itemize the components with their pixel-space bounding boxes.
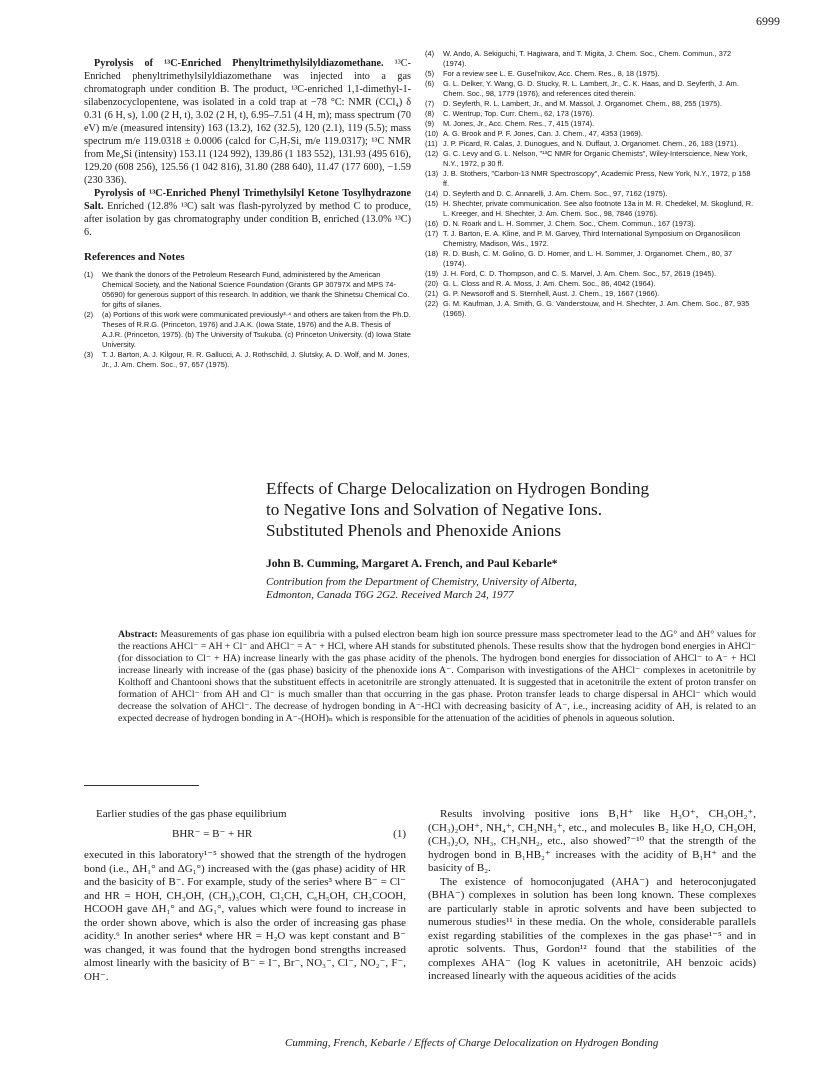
author-list: John B. Cumming, Margaret A. French, and Paul Kebarle* [266,558,558,570]
reference-item [425,69,755,79]
reference-item [84,270,411,310]
reference-number: (15) [425,199,439,208]
reference-text: M. Jones, Jr., Acc. Chem. Res., 7, 415 (1974). [443,119,595,128]
reference-number: (19) [425,269,439,278]
affiliation [266,576,577,602]
reference-text: J. H. Ford, C. D. Thompson, and C. S. Marvel, J. Am. Chem. Soc., 57, 2619 (1945). [443,269,717,278]
reference-text: G. M. Kaufman, J. A. Smith, G. G. Vanderstouw, and H. Shechter, J. Am. Chem. Soc., 87, 935 (1965). [443,299,750,318]
reference-text: R. D. Bush, C. M. Golino, G. D. Homer, and L. H. Sommer, J. Organomet. Chem., 80, 37 (1974). [443,249,733,268]
reference-text: G. L. Delker, Y. Wang, G. D. Stucky, R. L. Lambert, Jr., C. K. Haas, and D. Seyferth, J. Am. Chem. Soc., 98, 1779 (1976), and references cited therein. [443,79,739,98]
pyrolysis-paragraph-1 [84,57,411,187]
reference-item [425,299,755,319]
reference-text: We thank the donors of the Petroleum Research Fund, administered by the American Chemical Society, and the National Science Foundation (Grants GP 30797X and MPS 74-05690) for generous support of this research. In addition, we thank the Shinetsu Chemical Co. for gifts of silanes. [102,270,410,309]
reference-text: D. Seyferth, R. L. Lambert, Jr., and M. Massol, J. Organomet. Chem., 88, 255 (1975). [443,99,722,108]
reference-item [425,199,755,219]
reference-text: C. Wentrup, Top. Curr. Chem., 62, 173 (1976). [443,109,595,118]
reference-item [425,49,755,69]
title-line: Substituted Phenols and Phenoxide Anions [266,521,562,540]
body-paragraph: executed in this laboratory¹⁻⁵ showed that the strength of the hydrogen bond (i.e., ΔH₁° and ΔG₁°) increased with the (gas phase) acidity of HR and the basicity of B⁻. For example, study of the series³ where B⁻ = Cl⁻ and HR = HOH, CH₃OH, (CH₃)₃COH, Cl₃CH, C₆H₅OH, CH₃COOH, HCOOH gave ΔH₁° and ΔG₁°, values which were found to increase in the order shown above, which is also the order of increasing gas phase acidity.⁶ In another series⁴ where HR = H₂O was kept constant and B⁻ was changed, it was found that the hydrogen bond strengths increased almost linearly with the basicity of B⁻ = I⁻, Br⁻, NO₃⁻, Cl⁻, NO₂⁻, F⁻, OH⁻. [84,849,406,983]
reference-number: (9) [425,119,435,128]
reference-number: (21) [425,289,439,298]
reference-number: (4) [425,49,435,58]
reference-item [425,269,755,279]
reference-text: W. Ando, A. Sekiguchi, T. Hagiwara, and T. Migita, J. Chem. Soc., Chem. Commun., 372 (1974). [443,49,732,68]
abstract [118,629,756,725]
reference-text: D. N. Roark and L. H. Sommer, J. Chem. Soc., Chem. Commun., 167 (1973). [443,219,696,228]
reference-item [425,119,755,129]
reference-number: (10) [425,129,439,138]
running-footer: Cumming, French, Kebarle / Effects of Charge Delocalization on Hydrogen Bonding [285,1037,659,1049]
pyrolysis-paragraph-2 [84,187,411,239]
reference-item [425,169,755,189]
body-paragraph: Results involving positive ions B₁H⁺ like H₃O⁺, CH₃OH₂⁺, (CH₃)₂OH⁺, NH₄⁺, CH₃NH₃⁺, etc., and molecules B₂ like H₂O, CH₃OH, (CH₃)₂O, NH₃, CH₃NH₂, etc., also showed⁷⁻¹⁰ that the strength of the hydrogen bond in B₁HB₂⁺ increases with the acidity of B₁H⁺ and the basicity of B₂. [428,808,756,874]
affiliation-line: Contribution from the Department of Chemistry, University of Alberta, [266,576,578,588]
title-line: Effects of Charge Delocalization on Hydrogen Bonding [266,479,650,498]
reference-item [84,310,411,350]
reference-list-right [425,49,755,319]
reference-number: (6) [425,79,435,88]
reference-item [425,149,755,169]
reference-number: (3) [84,350,94,359]
reference-number: (11) [425,139,438,148]
body-intro: Earlier studies of the gas phase equilibrium [96,808,287,820]
abstract-text: Measurements of gas phase ion equilibria with a pulsed electron beam high ion source pressure mass spectrometer lead to the ΔG° and ΔH° values for the reactions AHCl⁻ = AH + Cl⁻ and AHCl⁻ = A⁻ + HCl, where AH stands for substituted phenols. These results show that the hydrogen bond energies in AHCl⁻ (for dissociation to Cl⁻ + HA) increase linearly with the gas phase acidity of the phenols. The hydrogen bond energies for dissociation of AHCl⁻ to A⁻ + HCl increase linearly with increase of the (gas phase) basicity of the phenoxide ions A⁻. Comparison with investigations of the AHCl⁻ complexes in acetonitrile by Kolthoff and Chantooni shows that the substituent effects in acetonitrile are strongly attenuated. It is suggested that in acetonitrile the extent of proton transfer on formation of AHCl⁻ from AH and Cl⁻ is much smaller than that occurring in the gas phase. Proton transfer leads to charge dispersal in AHCl⁻ which would decrease the solvation of AHCl⁻. The decrease of hydrogen bonding in A⁻-HCl with decreasing basicity of A⁻, i.e., increasing acidity of AH, is related to an expected decrease of hydrogen bonding in A⁻-(HOH)ₙ which is responsible for the attenuation of the acidities of phenols in aqueous solution. [118,629,757,724]
reference-list-left [84,270,411,370]
reference-item [425,219,755,229]
reference-text: J. B. Stothers, "Carbon-13 NMR Spectroscopy", Academic Press, New York, N.Y., 1972, p 158 ff. [443,169,751,188]
reference-item [425,229,755,249]
reference-text: G. L. Closs and R. A. Moss, J. Am. Chem. Soc., 86, 4042 (1964). [443,279,656,288]
paragraph-heading: Pyrolysis of ¹³C-Enriched Phenyl Trimethylsilyl Ketone Tosylhydrazone Salt. [84,188,411,212]
reference-number: (1) [84,270,94,279]
reference-number: (16) [425,219,439,228]
reference-number: (8) [425,109,435,118]
reference-item [425,109,755,119]
title-line: to Negative Ions and Solvation of Negative Ions. [266,500,603,519]
reference-text: D. Seyferth and D. C. Annarelli, J. Am. Chem. Soc., 97, 7162 (1975). [443,189,668,198]
reference-number: (13) [425,169,439,178]
reference-text: A. G. Brook and P. F. Jones, Can. J. Chem., 47, 4353 (1969). [443,129,643,138]
paragraph-heading: Pyrolysis of ¹³C-Enriched Phenyltrimethylsilyldiazomethane. [94,58,384,69]
body-column-left [84,808,406,984]
reference-text: H. Shechter, private communication. See also footnote 13a in M. R. Chedekel, M. Skoglund, R. L. Kreeger, and H. Shechter, J. Am. Chem. Soc., 98, 7846 (1976). [443,199,754,218]
body-column-right [428,808,756,984]
reference-item [425,129,755,139]
reference-number: (5) [425,69,435,78]
reference-text: G. P. Newsoroff and S. Sternhell, Aust. J. Chem., 19, 1667 (1966). [443,289,660,298]
reference-number: (18) [425,249,439,258]
section-divider [84,785,199,786]
reference-text: (a) Portions of this work were communicated previously³·⁴ and others are taken from the Ph.D. Theses of R.R.G. (Princeton, 1976) and J.A.K. (Iowa State, 1976) and the A.B. Thesis of A.J.R. (Princeton, 1975). (b) The University of Tsukuba. (c) Princeton University. (d) Iowa State University. [102,310,411,349]
body-paragraph: The existence of homoconjugated (AHA⁻) and heteroconjugated (BHA⁻) complexes in solution has been long known. These complexes are particularly stable in aprotic solvents and have been subjected to numerous studies¹¹ in these media. On the whole, considerable parallels exist regarding stabilities of the complexes in the gas phase¹⁻⁵ and in aprotic solvents. Thus, Gordon¹² found that the stabilities of the complexes AHA⁻ (log K values in acetonitrile, AH benzoic acids) increased linearly with the aqueous acidities of the acids [428,875,756,982]
reference-number: (17) [425,229,439,238]
reference-text: G. C. Levy and G. L. Nelson, "¹³C NMR for Organic Chemists", Wiley-Interscience, New York, N.Y., 1972, p 30 ff. [443,149,748,168]
reference-number: (7) [425,99,435,108]
reference-item [425,279,755,289]
paragraph-text: Enriched (12.8% ¹³C) salt was flash-pyrolyzed by method C to produce, after isolation by gas chromatography under condition B, enriched (13.0% ¹³C) 6. [84,201,411,238]
reference-number: (22) [425,299,439,308]
reference-item [425,99,755,109]
abstract-label: Abstract: [118,629,158,640]
page-number: 6999 [756,14,780,28]
equation-1 [84,828,406,842]
reference-item [425,139,755,149]
reference-item [425,249,755,269]
equation-number: (1) [393,827,406,840]
reference-text: T. J. Barton, E. A. Kline, and P. M. Garvey, Third International Symposium on Organosilicon Chemistry, Madison, Wis., 1972. [443,229,741,248]
reference-text: For a review see L. E. Gusel'nikov, Acc. Chem. Res., 8, 18 (1975). [443,69,660,78]
reference-number: (20) [425,279,439,288]
equation-text: BHR⁻ = B⁻ + HR [172,827,253,840]
reference-item [425,289,755,299]
references-heading: References and Notes [84,251,185,263]
article-title [266,478,736,541]
reference-item [425,79,755,99]
reference-number: (2) [84,310,94,319]
paragraph-text: ¹³C-Enriched phenyltrimethylsilyldiazomethane was injected into a gas chromatograph under condition B. The product, ¹³C-enriched 1,1-dimethyl-1-silabenzocyclopentene, was isolated in a cold trap at −78 °C: NMR (CCl₄) δ 0.31 (6 H, s), 1.00 (2 H, t), 3.02 (2 H, t), 6.95–7.51 (4 H, m); mass spectrum (70 eV) m/e (measured intensity) 163 (13.2), 162 (32.5), 120 (2.1), 119 (5.5); mass spectrum m/e 119.0318 ± 0.0006 (calcd for C₇H₇Si, m/e 119.0317); ¹³C NMR from Me₄Si (intensity) 153.11 (124 992), 139.86 (1 183 552), 131.93 (495 616), 129.20 (608 256), 125.56 (1 042 816), 31.80 (288 640), 11.47 (177 600), −1.59 (230 336). [84,58,411,186]
reference-text: T. J. Barton, A. J. Kilgour, R. R. Gallucci, A. J. Rothschild, J. Slutsky, A. D. Wolf, and M. Jones, Jr., J. Am. Chem. Soc., 97, 657 (1975). [102,350,410,369]
reference-item [425,189,755,199]
affiliation-line: Edmonton, Canada T6G 2G2. Received March 24, 1977 [266,589,514,601]
reference-number: (14) [425,189,439,198]
reference-text: J. P. Picard, R. Calas, J. Dunogues, and N. Duffaut, J. Organomet. Chem., 26, 183 (1971). [443,139,739,148]
experimental-section [84,57,411,370]
reference-item [84,350,411,370]
reference-number: (12) [425,149,439,158]
